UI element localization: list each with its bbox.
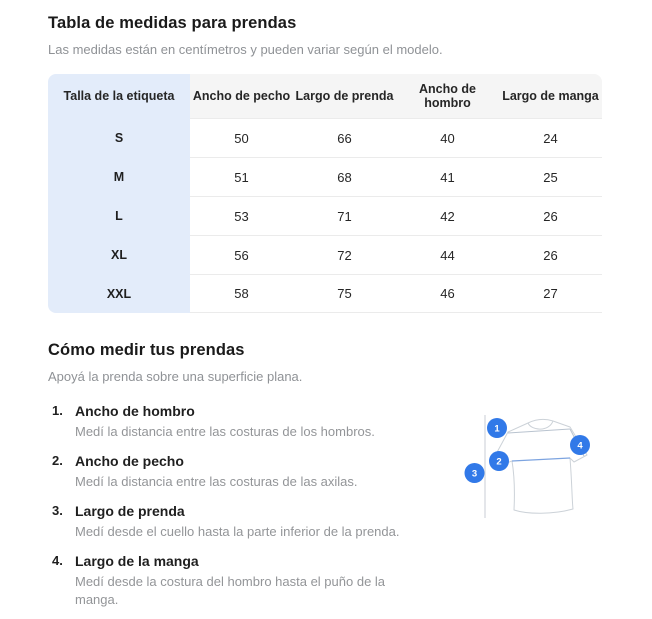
table-cell: 41 xyxy=(396,157,499,196)
tshirt-measure-illustration xyxy=(460,405,610,527)
step-title: Largo de prenda xyxy=(75,503,185,519)
table-row-size: L xyxy=(48,196,190,235)
table-cell: 24 xyxy=(499,118,602,157)
tshirt-outline xyxy=(495,419,587,513)
list-item xyxy=(48,451,406,491)
table-cell: 40 xyxy=(396,118,499,157)
table-row-size: M xyxy=(48,157,190,196)
table-cell: 72 xyxy=(293,235,396,274)
page-subtitle: Las medidas están en centímetros y pueden variar según el modelo. xyxy=(48,42,443,57)
table-cell: 53 xyxy=(190,196,293,235)
marker-2-chest xyxy=(489,451,509,471)
table-cell: 26 xyxy=(499,235,602,274)
table-cell: 46 xyxy=(396,274,499,313)
howto-content xyxy=(48,401,652,619)
table-cell: 56 xyxy=(190,235,293,274)
column-header-garment-length: Largo de prenda xyxy=(293,74,396,118)
marker-3-label: 3 xyxy=(471,468,478,480)
list-item xyxy=(48,401,406,441)
step-number: 3. xyxy=(52,503,63,518)
table-cell: 51 xyxy=(190,157,293,196)
table-cell: 42 xyxy=(396,196,499,235)
step-title: Ancho de pecho xyxy=(75,453,184,469)
table-cell: 66 xyxy=(293,118,396,157)
howto-subtitle: Apoyá la prenda sobre una superficie plana. xyxy=(48,369,303,384)
step-title: Ancho de hombro xyxy=(75,403,195,419)
column-header-sleeve-length: Largo de manga xyxy=(499,74,602,118)
table-row-size: XL xyxy=(48,235,190,274)
column-header-chest-width: Ancho de pecho xyxy=(190,74,293,118)
table-row-size: XXL xyxy=(48,274,190,313)
list-item xyxy=(48,501,406,541)
table-row-size: S xyxy=(48,118,190,157)
table-cell: 26 xyxy=(499,196,602,235)
table-cell: 27 xyxy=(499,274,602,313)
marker-1-shoulder xyxy=(487,418,507,438)
step-description: Medí desde el cuello hasta la parte inferior de la prenda. xyxy=(75,524,400,539)
column-header-size-label: Talla de la etiqueta xyxy=(48,74,190,118)
table-cell: 50 xyxy=(190,118,293,157)
list-item xyxy=(48,551,406,609)
step-title: Largo de la manga xyxy=(75,553,199,569)
table-cell: 71 xyxy=(293,196,396,235)
marker-2-label: 2 xyxy=(496,456,502,468)
marker-4-label: 4 xyxy=(577,440,583,452)
column-header-shoulder-width: Ancho de hombro xyxy=(396,74,499,118)
table-cell: 75 xyxy=(293,274,396,313)
step-description: Medí desde la costura del hombro hasta el puño de la manga. xyxy=(75,574,386,607)
page-title: Tabla de medidas para prendas xyxy=(48,14,297,32)
step-number: 2. xyxy=(52,453,63,468)
marker-3-length xyxy=(465,463,485,483)
measure-steps-list xyxy=(48,401,406,619)
step-description: Medí la distancia entre las costuras de las axilas. xyxy=(75,474,358,489)
table-cell: 25 xyxy=(499,157,602,196)
marker-1-label: 1 xyxy=(494,423,500,435)
table-cell: 58 xyxy=(190,274,293,313)
size-table xyxy=(48,74,602,313)
table-cell: 68 xyxy=(293,157,396,196)
table-cell: 44 xyxy=(396,235,499,274)
howto-title: Cómo medir tus prendas xyxy=(48,341,245,359)
step-description: Medí la distancia entre las costuras de los hombros. xyxy=(75,424,375,439)
step-number: 1. xyxy=(52,403,63,418)
marker-4-sleeve xyxy=(570,435,590,455)
step-number: 4. xyxy=(52,553,63,568)
